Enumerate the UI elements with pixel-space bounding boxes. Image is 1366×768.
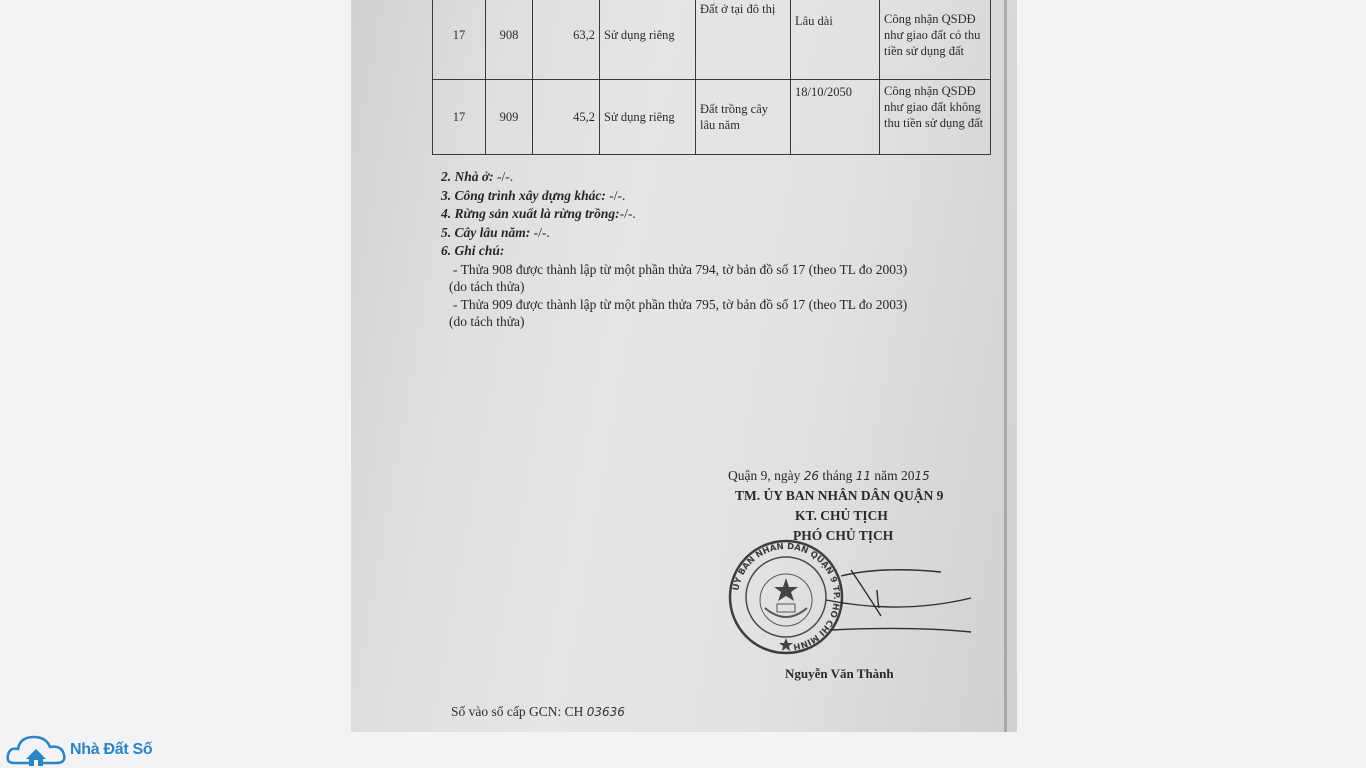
usage-purpose-cell: Đất trồng cây lâu năm [696,80,791,155]
brand-name: Nhà Đất Số [70,741,153,758]
date-month-label: tháng [822,468,853,483]
section-label: 5. Cây lâu năm: [441,224,531,240]
note-line: (do tách thửa) [449,314,525,329]
usage-form-cell: Sử dụng riêng [600,80,696,155]
issue-date [728,468,930,484]
date-place: Quận 9, ngày [728,468,801,483]
house-cloud-icon [6,733,66,767]
issuing-authority: TM. ỦY BAN NHÂN DÂN QUẬN 9 [735,488,944,503]
usage-term-cell [791,80,880,155]
land-plot-table [432,0,991,155]
usage-term-text: 18/10/2050 [795,85,852,99]
note-line: - Thửa 909 được thành lập từ một phần thửa 795, tờ bản đồ số 17 (theo TL đo 2003) [453,296,908,312]
chairman-line: KT. CHỦ TỊCH [795,508,888,523]
usage-purpose-cell: Đất ở tại đô thị [696,0,791,80]
usage-origin-text: Công nhận QSDĐ như giao đất không thu tiền sử dụng đất [884,84,984,130]
section-label: 2. Nhà ở: [441,169,494,184]
date-year: 15 [914,469,930,483]
vice-chairman-line: PHÓ CHỦ TỊCH [793,528,894,543]
section-label: 4. Rừng sản xuất là rừng trồng: [441,206,620,221]
usage-origin-cell [880,0,991,80]
section-value: -/-. [497,169,514,184]
section-forest [441,205,907,224]
usage-term-text: Lâu dài [795,14,833,28]
document-photo [351,0,1017,732]
area-cell: 45,2 [533,80,600,155]
brand-logo[interactable] [6,733,152,767]
area-cell: 63,2 [533,0,600,80]
section-perennial [441,224,907,243]
seal-text: ỦY BAN NHÂN DÂN QUẬN 9 TP. HỒ CHÍ MINH [731,541,842,652]
note-line: - Thửa 908 được thành lập từ một phần thửa 794, tờ bản đồ số 17 (theo TL đo 2003) [453,261,908,277]
section-value: -/-. [533,224,550,240]
usage-origin-text: Công nhận QSDĐ như giao đất có thu tiền sử dụng đất [884,12,981,58]
note-line: (do tách thửa) [449,279,525,294]
usage-form-cell: Sử dụng riêng [600,0,696,80]
certificate-serial [451,704,625,720]
date-year-label: năm 20 [874,468,915,483]
section-value: -/-. [619,206,636,221]
table-row [433,0,991,80]
certificate-sections [441,168,907,331]
section-value: -/-. [609,187,626,203]
section-notes-label: 6. Ghi chú: [441,243,505,258]
serial-number: 03636 [586,705,625,719]
section-other-construction [441,187,907,206]
plot-number-cell: 909 [486,80,533,155]
usage-term-cell [791,0,880,80]
date-day: 26 [803,469,820,483]
section-house [441,168,907,187]
plot-number-cell: 908 [486,0,533,80]
map-sheet-cell: 17 [433,0,486,80]
serial-label: Số vào sổ cấp GCN: CH [451,704,584,719]
usage-origin-cell [880,80,991,155]
handwritten-signature-icon [821,560,981,640]
section-label: 3. Công trình xây dựng khác: [441,187,606,203]
date-month: 11 [855,469,872,483]
map-sheet-cell: 17 [433,80,486,155]
notes-list [449,261,908,331]
table-row [433,80,991,155]
signer-name: Nguyễn Văn Thành [785,666,894,681]
